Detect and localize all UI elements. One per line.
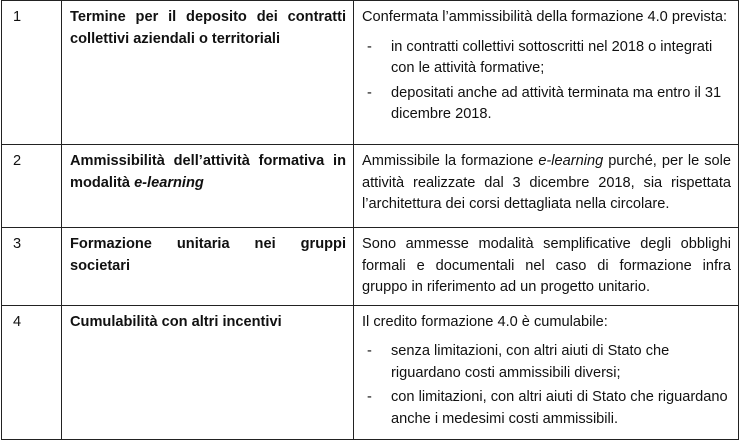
list-item: - in contratti collettivi sottoscritti nel 2018 o integrati con le attività formative; (362, 37, 731, 80)
table-row (2, 228, 739, 306)
row-description (354, 305, 739, 440)
row-description (354, 1, 739, 145)
table-row (2, 305, 739, 440)
description-intro: Il credito formazione 4.0 è cumulabile: (362, 313, 608, 330)
row-topic (62, 145, 354, 228)
description-emphasis: e-learning (538, 153, 604, 169)
list-item: - con limitazioni, con altri aiuti di Stato che riguardano anche i medesimi costi ammissibili. (362, 387, 731, 430)
description-text: Ammissibile la formazione (362, 153, 539, 169)
row-number: 3 (2, 228, 62, 306)
row-description (354, 145, 739, 228)
summary-table (1, 0, 739, 440)
row-topic: Termine per il deposito dei contratti collettivi aziendali o territoriali (62, 1, 354, 145)
description-text: purché, per le sole attività realizzate dal 3 dicembre 2018, sia rispettata l’architettura dei corsi dettagliata nella circolare. (362, 153, 731, 212)
description-intro: Confermata l’ammissibilità della formazione 4.0 prevista: (362, 9, 727, 25)
list-item: - depositati anche ad attività terminata ma entro il 31 dicembre 2018. (362, 83, 731, 126)
row-number: 2 (2, 145, 62, 228)
table-row (2, 1, 739, 145)
topic-text: Ammissibilità dell’attività formativa in modalità (70, 153, 346, 191)
topic-emphasis: e-learning (134, 174, 204, 191)
row-description: Sono ammesse modalità semplificative degli obblighi formali e documentali nel caso di formazione infra gruppo in riferimento ad un progetto unitario. (354, 228, 739, 306)
row-topic: Cumulabilità con altri incentivi (62, 305, 354, 440)
list-item: - senza limitazioni, con altri aiuti di Stato che riguardano costi ammissibili diversi; (362, 341, 731, 384)
row-number: 4 (2, 305, 62, 440)
bullet-list (362, 37, 731, 126)
row-topic: Formazione unitaria nei gruppi societari (62, 228, 354, 306)
bullet-list (362, 341, 731, 430)
row-number: 1 (2, 1, 62, 145)
table-row (2, 145, 739, 228)
